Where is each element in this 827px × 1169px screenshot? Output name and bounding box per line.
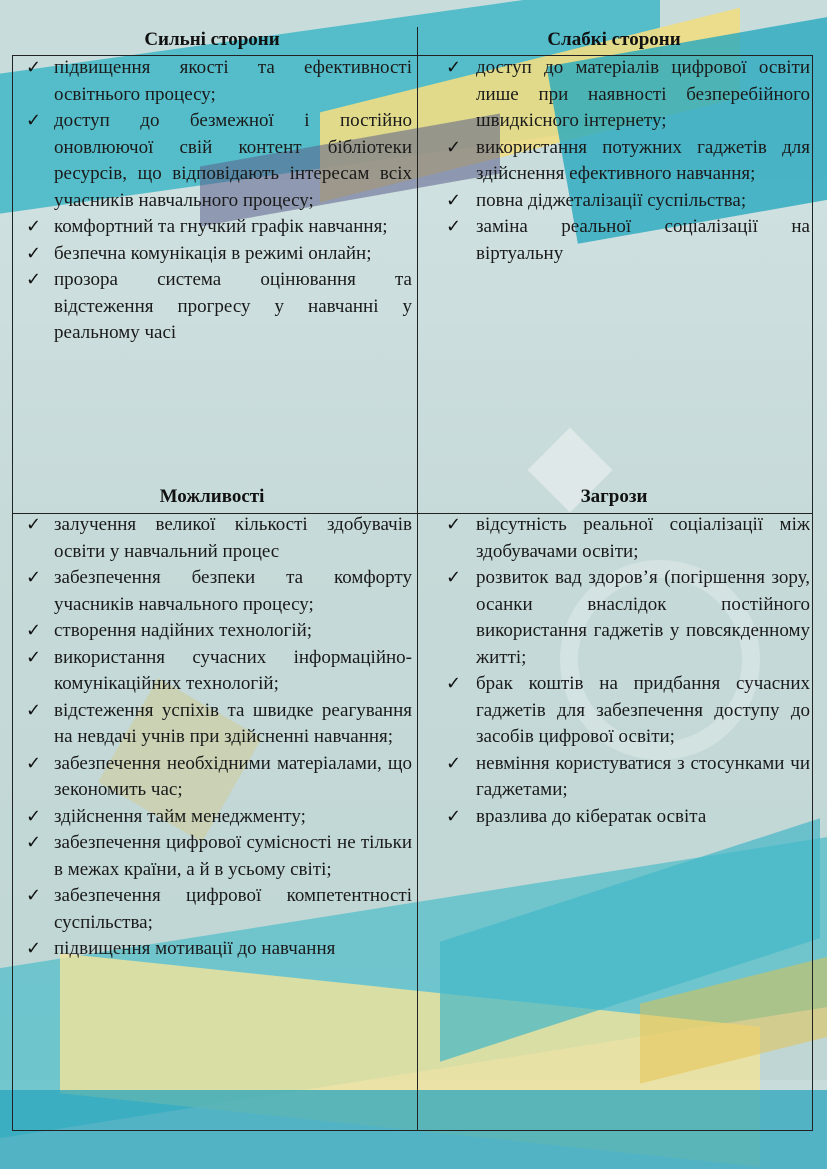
check-icon: ✓ [446, 189, 462, 211]
list-item: ✓ забезпечення цифрової компетентності суспільства; [26, 885, 412, 933]
weaknesses-list [418, 55, 810, 267]
check-icon: ✓ [26, 832, 42, 853]
check-icon: ✓ [446, 673, 462, 694]
weaknesses-title: Слабкі сторони [547, 29, 681, 50]
list-item: ✓ брак коштів на придбання сучасних гаджетів для забезпечення доступу до засобів цифрової освіти; [446, 673, 810, 747]
list-item: ✓ прозора система оцінювання та відстеження прогресу у навчанні у реальному часі [26, 269, 412, 343]
list-item: ✓ комфортний та гнучкий графік навчання; [12, 214, 412, 241]
list-item: ✓ розвиток вад здоров’я (погіршення зору, осанки внаслідок постійного використання гаджетів у повсякденному житті; [446, 567, 810, 668]
check-icon: ✓ [26, 699, 42, 721]
list-item: ✓ відсутність реальної соціалізації між здобувачами освіти; [446, 514, 810, 562]
list-item: ✓ повна діджеталізації суспільства; [418, 188, 810, 215]
threats-list [418, 512, 810, 830]
check-icon: ✓ [26, 646, 42, 668]
check-icon: ✓ [446, 567, 462, 588]
list-item: ✓ забезпечення необхідними матеріалами, що зекономить час; [26, 752, 412, 800]
threats-title: Загрози [580, 486, 648, 507]
check-icon: ✓ [26, 57, 42, 78]
list-item: ✓ безпечна комунікація в режимі онлайн; [12, 241, 412, 268]
check-icon: ✓ [446, 57, 462, 78]
check-icon: ✓ [26, 216, 42, 237]
check-icon: ✓ [26, 242, 42, 264]
list-item: ✓ використання потужних гаджетів для здійснення ефективного навчання; [446, 136, 810, 184]
list-item: ✓ здійснення тайм менеджменту; [12, 804, 412, 831]
list-item: ✓ забезпечення цифрової сумісності не тільки в межах країни, а й в усьому світі; [26, 832, 412, 880]
opportunities-title: Можливості [159, 486, 265, 507]
check-icon: ✓ [26, 567, 42, 588]
check-icon: ✓ [446, 514, 462, 535]
list-item: ✓ підвищення якості та ефективності освітнього процесу; [26, 57, 412, 105]
opportunities-list [12, 512, 412, 963]
check-icon: ✓ [26, 620, 42, 641]
threats-panel [418, 484, 810, 830]
check-icon: ✓ [26, 938, 42, 959]
check-icon: ✓ [446, 216, 462, 237]
strengths-list [12, 55, 412, 347]
weaknesses-panel [418, 27, 810, 267]
list-item: ✓ використання сучасних інформаційно-комунікаційних технологій; [26, 646, 412, 694]
check-icon: ✓ [446, 805, 462, 827]
strengths-title: Сильні сторони [144, 29, 280, 50]
check-icon: ✓ [26, 805, 42, 827]
list-item: ✓ відстеження успіхів та швидке реагування на невдачі учнів при здійсненні навчання; [26, 699, 412, 747]
check-icon: ✓ [26, 885, 42, 906]
list-item: ✓ підвищення мотивації до навчання [12, 936, 412, 963]
check-icon: ✓ [446, 752, 462, 774]
check-icon: ✓ [26, 269, 42, 290]
list-item: ✓ заміна реальної соціалізації на віртуальну [446, 216, 810, 264]
check-icon: ✓ [26, 752, 42, 774]
check-icon: ✓ [26, 514, 42, 535]
opportunities-panel [12, 484, 412, 963]
list-item: ✓ залучення великої кількості здобувачів освіти у навчальний процес [26, 514, 412, 562]
list-item: ✓ створення надійних технологій; [12, 618, 412, 645]
list-item: ✓ невміння користуватися з стосунками чи гаджетами; [446, 752, 810, 800]
list-item: ✓ вразлива до кібератак освіта [418, 804, 810, 831]
strengths-panel [12, 27, 412, 347]
check-icon: ✓ [26, 110, 42, 131]
list-item: ✓ доступ до безмежної і постійно оновлюючої свій контент бібліотеки ресурсів, що відповідають інтересам всіх учасників навчального процесу; [26, 110, 412, 211]
check-icon: ✓ [446, 136, 462, 158]
list-item: ✓ забезпечення безпеки та комфорту учасників навчального процесу; [26, 567, 412, 615]
list-item: ✓ доступ до матеріалів цифрової освіти лише при наявності безперебійного швидкісного інтернету; [446, 57, 810, 131]
